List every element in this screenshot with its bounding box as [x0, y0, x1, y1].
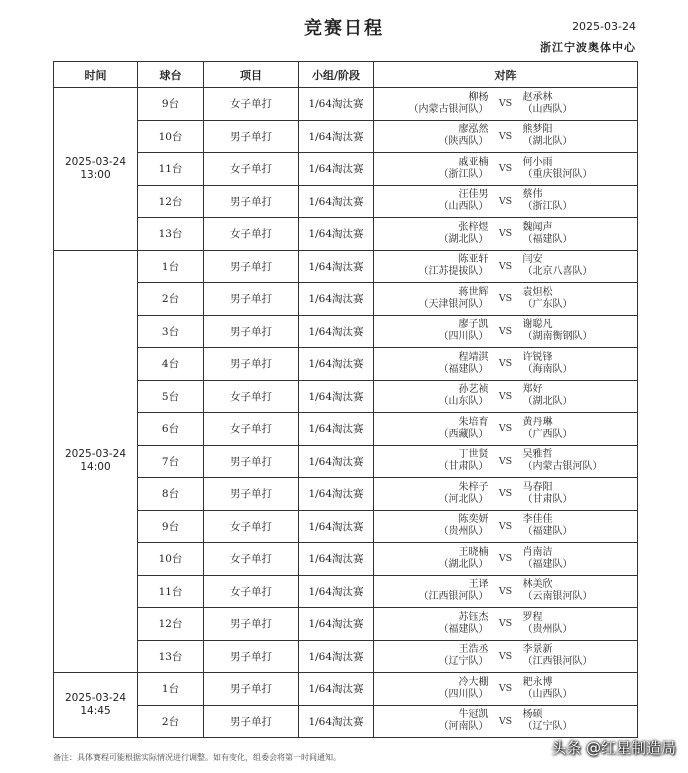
table-row: [54, 218, 638, 251]
left-player-team: （河北队）: [438, 493, 489, 505]
matchup: [374, 153, 637, 185]
left-player: [374, 254, 489, 278]
event-cell: 男子单打: [204, 283, 299, 316]
right-player-team: （山西队）: [522, 688, 573, 700]
left-player-name: 程靖淇: [458, 351, 489, 363]
matchup-cell: [374, 120, 638, 153]
table-number-cell: 13台: [138, 640, 204, 673]
left-player-name: 柳杨: [468, 91, 489, 103]
right-player-team: （浙江队）: [522, 201, 573, 213]
page-title: 竞赛日程: [304, 18, 384, 39]
right-player-name: 罗程: [522, 611, 543, 623]
right-player-name: 李佳佳: [522, 514, 553, 526]
right-player-team: （江西银河队）: [522, 656, 593, 668]
matchup: [374, 511, 637, 543]
vs-label: VS: [498, 163, 513, 175]
table-row: [54, 543, 638, 576]
table-number-cell: 11台: [138, 575, 204, 608]
table-row: [54, 510, 638, 543]
matchup-cell: [374, 153, 638, 186]
right-player-name: 何小雨: [522, 156, 553, 168]
left-player-name: 廖子凯: [458, 319, 489, 331]
left-player-team: （山西队）: [438, 201, 489, 213]
matchup-cell: [374, 608, 638, 641]
session-time-cell: [54, 250, 138, 673]
table-number-cell: 5台: [138, 380, 204, 413]
stage-cell: 1/64淘汰赛: [299, 413, 374, 446]
left-player-name: 丁世贤: [458, 449, 489, 461]
table-row: [54, 413, 638, 446]
right-player-name: 蔡伟: [522, 189, 543, 201]
left-player-team: （西藏队）: [438, 428, 489, 440]
right-player-team: （甘肃队）: [522, 493, 573, 505]
vs-label: VS: [498, 650, 513, 662]
table-number-cell: 8台: [138, 478, 204, 511]
right-player-team: （辽宁队）: [522, 721, 573, 733]
event-cell: 女子单打: [204, 380, 299, 413]
vs-label: VS: [498, 325, 513, 337]
left-player-name: 朱梓子: [458, 481, 489, 493]
right-player-team: （北京八喜队）: [522, 266, 593, 278]
left-player-team: （内蒙古银河队）: [408, 103, 489, 115]
left-player-team: （甘肃队）: [438, 461, 489, 473]
table-row: [54, 120, 638, 153]
event-cell: 男子单打: [204, 315, 299, 348]
right-player: [523, 287, 638, 311]
left-player: [374, 417, 489, 441]
vs-label: VS: [498, 130, 513, 142]
left-player-name: 孙艺祯: [458, 384, 489, 396]
right-player-name: 吴雅哲: [522, 449, 553, 461]
vs-label: VS: [498, 520, 513, 532]
matchup-cell: [374, 478, 638, 511]
left-player-team: （陕西队）: [438, 136, 489, 148]
table-row: [54, 153, 638, 186]
matchup: [374, 283, 637, 315]
matchup-cell: [374, 315, 638, 348]
left-player: [374, 547, 489, 571]
left-player-name: 王译: [468, 579, 489, 591]
matchup: [374, 348, 637, 380]
table-number-cell: 2台: [138, 705, 204, 738]
right-player-name: 肖南洁: [522, 546, 553, 558]
right-player-name: 李景新: [522, 644, 553, 656]
stage-cell: 1/64淘汰赛: [299, 445, 374, 478]
right-player-team: （广西队）: [522, 428, 573, 440]
footer-note: 备注：具体赛程可能根据实际情况进行调整。如有变化，组委会将第一时间通知。: [53, 753, 341, 762]
table-number-cell: 11台: [138, 153, 204, 186]
left-player-team: （湖北队）: [438, 233, 489, 245]
left-player: [374, 677, 489, 701]
matchup: [374, 641, 637, 673]
event-cell: 女子单打: [204, 88, 299, 121]
table-row: [54, 608, 638, 641]
session-date: 2025-03-24: [64, 692, 127, 704]
left-player-name: 戚亚楠: [458, 156, 489, 168]
right-player-name: 耙永博: [522, 676, 553, 688]
left-player: [374, 189, 489, 213]
left-player-team: （江西银河队）: [418, 591, 489, 603]
right-player: [523, 579, 638, 603]
matchup-cell: [374, 283, 638, 316]
vs-label: VS: [498, 98, 513, 110]
stage-cell: 1/64淘汰赛: [299, 478, 374, 511]
table-row: [54, 705, 638, 738]
right-player: [523, 222, 638, 246]
event-cell: 男子单打: [204, 445, 299, 478]
stage-cell: 1/64淘汰赛: [299, 543, 374, 576]
schedule-date: 2025-03-24: [572, 20, 636, 33]
vs-label: VS: [498, 715, 513, 727]
stage-cell: 1/64淘汰赛: [299, 380, 374, 413]
table-number-cell: 3台: [138, 315, 204, 348]
left-player-team: （福建队）: [438, 363, 489, 375]
event-cell: 女子单打: [204, 575, 299, 608]
right-player-name: 袁炟松: [522, 286, 553, 298]
event-cell: 男子单打: [204, 640, 299, 673]
matchup-cell: [374, 510, 638, 543]
event-cell: 男子单打: [204, 673, 299, 706]
stage-cell: 1/64淘汰赛: [299, 153, 374, 186]
vs-label: VS: [498, 195, 513, 207]
table-number-cell: 12台: [138, 608, 204, 641]
left-player-team: （河南队）: [438, 721, 489, 733]
left-player: [374, 319, 489, 343]
left-player: [374, 287, 489, 311]
matchup-cell: [374, 445, 638, 478]
matchup-cell: [374, 575, 638, 608]
right-player-team: （贵州队）: [522, 623, 573, 635]
right-player-team: （湖南衡钢队）: [522, 331, 593, 343]
vs-label: VS: [498, 618, 513, 630]
left-player-name: 汪佳男: [458, 189, 489, 201]
right-player: [523, 254, 638, 278]
left-player: [374, 644, 489, 668]
stage-cell: 1/64淘汰赛: [299, 185, 374, 218]
matchup: [374, 381, 637, 413]
table-row: [54, 315, 638, 348]
left-player: [374, 612, 489, 636]
right-player: [523, 189, 638, 213]
event-cell: 女子单打: [204, 543, 299, 576]
right-player-name: 谢聪凡: [522, 319, 553, 331]
right-player: [523, 709, 638, 733]
event-cell: 男子单打: [204, 120, 299, 153]
right-player-team: （湖北队）: [522, 136, 573, 148]
watermark: 头条 @红星制造局: [551, 739, 676, 757]
right-player: [523, 384, 638, 408]
vs-label: VS: [498, 683, 513, 695]
right-player-name: 魏闻声: [522, 221, 553, 233]
table-row: [54, 250, 638, 283]
header-matchup: 对阵: [374, 62, 638, 88]
vs-label: VS: [498, 358, 513, 370]
right-player-team: （广东队）: [522, 298, 573, 310]
event-cell: 男子单打: [204, 185, 299, 218]
stage-cell: 1/64淘汰赛: [299, 510, 374, 543]
matchup: [374, 478, 637, 510]
event-cell: 女子单打: [204, 510, 299, 543]
event-cell: 女子单打: [204, 413, 299, 446]
right-player-team: （福建队）: [522, 558, 573, 570]
venue-name: 浙江宁波奥体中心: [540, 41, 636, 54]
matchup-cell: [374, 185, 638, 218]
session-time: 14:00: [80, 461, 111, 474]
left-player-team: （江苏提拔队）: [418, 266, 489, 278]
stage-cell: 1/64淘汰赛: [299, 120, 374, 153]
left-player-team: （辽宁队）: [438, 656, 489, 668]
right-player-team: （海南队）: [522, 363, 573, 375]
stage-cell: 1/64淘汰赛: [299, 315, 374, 348]
vs-label: VS: [498, 390, 513, 402]
right-player-name: 赵承林: [522, 91, 553, 103]
event-cell: 男子单打: [204, 608, 299, 641]
left-player: [374, 514, 489, 538]
right-player-name: 许锐锋: [522, 351, 553, 363]
matchup: [374, 446, 637, 478]
header-time: 时间: [54, 62, 138, 88]
left-player-name: 廖泓然: [458, 124, 489, 136]
left-player-name: 牛冠凯: [458, 709, 489, 721]
stage-cell: 1/64淘汰赛: [299, 673, 374, 706]
vs-label: VS: [498, 488, 513, 500]
matchup: [374, 673, 637, 705]
stage-cell: 1/64淘汰赛: [299, 705, 374, 738]
vs-label: VS: [498, 293, 513, 305]
left-player-team: （四川队）: [438, 688, 489, 700]
right-player-name: 马春阳: [522, 481, 553, 493]
left-player-team: （天津银河队）: [418, 298, 489, 310]
table-number-cell: 6台: [138, 413, 204, 446]
matchup: [374, 186, 637, 218]
right-player: [523, 124, 638, 148]
right-player: [523, 157, 638, 181]
matchup: [374, 608, 637, 640]
matchup-cell: [374, 640, 638, 673]
right-player-name: 杨硕: [522, 709, 543, 721]
right-player-name: 郑好: [522, 384, 543, 396]
matchup-cell: [374, 218, 638, 251]
matchup: [374, 576, 637, 608]
table-row: [54, 575, 638, 608]
left-player: [374, 482, 489, 506]
schedule-table: [53, 61, 638, 738]
right-player-name: 熊梦阳: [522, 124, 553, 136]
right-player-team: （重庆银河队）: [522, 168, 593, 180]
left-player-name: 王晓楠: [458, 546, 489, 558]
left-player-name: 冷大棚: [458, 676, 489, 688]
left-player: [374, 124, 489, 148]
vs-label: VS: [498, 553, 513, 565]
matchup-cell: [374, 348, 638, 381]
left-player-team: （贵州队）: [438, 526, 489, 538]
table-row: [54, 380, 638, 413]
matchup-cell: [374, 413, 638, 446]
left-player-name: 张梓煜: [458, 221, 489, 233]
right-player: [523, 92, 638, 116]
event-cell: 男子单打: [204, 348, 299, 381]
vs-label: VS: [498, 260, 513, 272]
matchup: [374, 218, 637, 250]
stage-cell: 1/64淘汰赛: [299, 283, 374, 316]
right-player: [523, 449, 638, 473]
left-player: [374, 352, 489, 376]
matchup: [374, 543, 637, 575]
table-number-cell: 13台: [138, 218, 204, 251]
table-row: [54, 478, 638, 511]
event-cell: 女子单打: [204, 218, 299, 251]
matchup: [374, 251, 637, 283]
matchup-cell: [374, 673, 638, 706]
left-player-team: （四川队）: [438, 331, 489, 343]
session-time: 14:45: [80, 705, 111, 717]
left-player-team: （山东队）: [438, 396, 489, 408]
stage-cell: 1/64淘汰赛: [299, 575, 374, 608]
left-player-name: 蒋世辉: [458, 286, 489, 298]
event-cell: 女子单打: [204, 153, 299, 186]
right-player-team: （山西队）: [522, 103, 573, 115]
table-number-cell: 10台: [138, 120, 204, 153]
table-number-cell: 1台: [138, 673, 204, 706]
session-time-cell: [54, 88, 138, 251]
left-player: [374, 222, 489, 246]
right-player: [523, 417, 638, 441]
right-player: [523, 677, 638, 701]
left-player: [374, 157, 489, 181]
table-number-cell: 9台: [138, 510, 204, 543]
right-player: [523, 352, 638, 376]
right-player-name: 闫安: [522, 254, 543, 266]
right-player: [523, 319, 638, 343]
left-player-name: 陈亚轩: [458, 254, 489, 266]
table-number-cell: 12台: [138, 185, 204, 218]
right-player-team: （内蒙古银河队）: [522, 461, 603, 473]
header-event: 项目: [204, 62, 299, 88]
table-number-cell: 2台: [138, 283, 204, 316]
table-row: [54, 88, 638, 121]
matchup: [374, 413, 637, 445]
right-player-name: 黄丹琳: [522, 416, 553, 428]
session-date: 2025-03-24: [64, 155, 127, 168]
table-row: [54, 185, 638, 218]
left-player-name: 苏钰杰: [458, 611, 489, 623]
matchup-cell: [374, 88, 638, 121]
left-player: [374, 709, 489, 733]
event-cell: 男子单打: [204, 250, 299, 283]
stage-cell: 1/64淘汰赛: [299, 348, 374, 381]
right-player-team: （福建队）: [522, 526, 573, 538]
event-cell: 男子单打: [204, 705, 299, 738]
table-row: [54, 673, 638, 706]
table-number-cell: 9台: [138, 88, 204, 121]
table-number-cell: 1台: [138, 250, 204, 283]
table-row: [54, 348, 638, 381]
left-player-name: 王浩丞: [458, 644, 489, 656]
left-player: [374, 579, 489, 603]
right-player-team: （湖北队）: [522, 396, 573, 408]
stage-cell: 1/64淘汰赛: [299, 640, 374, 673]
left-player-team: （浙江队）: [438, 168, 489, 180]
session-date: 2025-03-24: [64, 448, 127, 461]
schedule-body: [54, 88, 638, 738]
left-player: [374, 449, 489, 473]
matchup: [374, 88, 637, 120]
table-number-cell: 10台: [138, 543, 204, 576]
session-time: 13:00: [80, 168, 111, 181]
table-row: [54, 283, 638, 316]
left-player-name: 陈奕妍: [458, 514, 489, 526]
vs-label: VS: [498, 455, 513, 467]
right-player-team: （福建队）: [522, 233, 573, 245]
event-cell: 男子单打: [204, 478, 299, 511]
matchup-cell: [374, 543, 638, 576]
left-player: [374, 384, 489, 408]
header-table: 球台: [138, 62, 204, 88]
matchup: [374, 316, 637, 348]
matchup-cell: [374, 250, 638, 283]
right-player-name: 林美欣: [522, 579, 553, 591]
session-time-cell: [54, 673, 138, 738]
left-player-team: （福建队）: [438, 623, 489, 635]
table-row: [54, 640, 638, 673]
matchup: [374, 706, 637, 738]
stage-cell: 1/64淘汰赛: [299, 250, 374, 283]
stage-cell: 1/64淘汰赛: [299, 88, 374, 121]
right-player: [523, 644, 638, 668]
matchup-cell: [374, 380, 638, 413]
right-player: [523, 514, 638, 538]
vs-label: VS: [498, 585, 513, 597]
right-player: [523, 612, 638, 636]
stage-cell: 1/64淘汰赛: [299, 218, 374, 251]
vs-label: VS: [498, 228, 513, 240]
right-player: [523, 482, 638, 506]
vs-label: VS: [498, 423, 513, 435]
left-player-team: （湖北队）: [438, 558, 489, 570]
table-number-cell: 4台: [138, 348, 204, 381]
right-player-team: （云南银河队）: [522, 591, 593, 603]
table-header-row: [54, 62, 638, 88]
matchup-cell: [374, 705, 638, 738]
matchup: [374, 121, 637, 153]
table-row: [54, 445, 638, 478]
left-player-name: 朱培育: [458, 416, 489, 428]
left-player: [374, 92, 489, 116]
header-stage: 小组/阶段: [299, 62, 374, 88]
stage-cell: 1/64淘汰赛: [299, 608, 374, 641]
table-number-cell: 7台: [138, 445, 204, 478]
right-player: [523, 547, 638, 571]
